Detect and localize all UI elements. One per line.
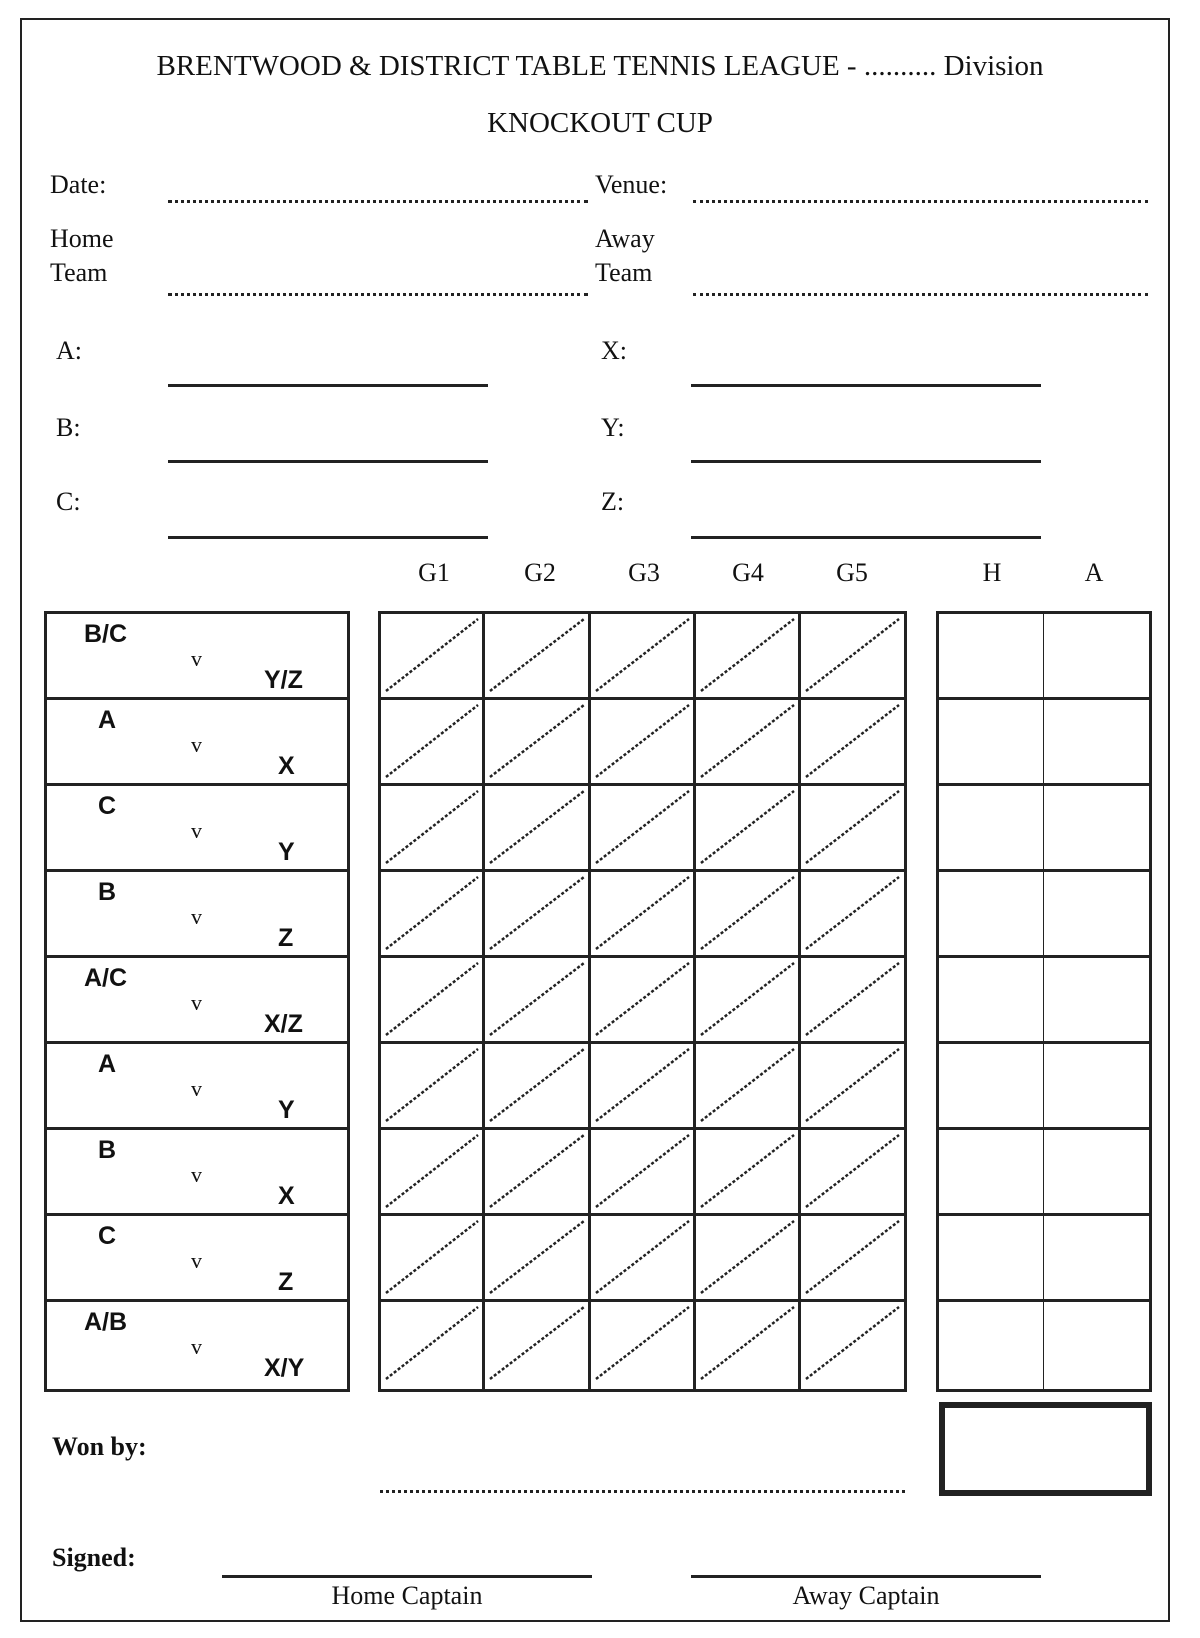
match-8-away: Z — [278, 1268, 294, 1296]
match-5-away: X/Z — [264, 1010, 303, 1038]
result-row-divider — [936, 783, 1152, 786]
date-label: Date: — [50, 170, 107, 199]
total-score-box[interactable] — [939, 1402, 1152, 1496]
col-header-away: A — [1084, 558, 1104, 587]
result-row-divider — [936, 697, 1152, 700]
score-cell-diagonal — [596, 1049, 689, 1121]
match-2-home: A — [98, 706, 117, 734]
score-cell-diagonal — [490, 619, 584, 691]
score-cell-diagonal — [386, 1135, 478, 1207]
match-9-v: v — [191, 1334, 202, 1359]
player-b-label: B: — [56, 413, 81, 442]
score-cell-diagonal — [596, 791, 689, 863]
score-cell-diagonal — [806, 1307, 899, 1379]
score-cell-diagonal — [701, 963, 794, 1035]
player-z-label: Z: — [601, 487, 625, 516]
player-c-label: C: — [56, 487, 81, 516]
player-a-label: A: — [56, 336, 82, 365]
result-row-divider — [936, 1213, 1152, 1216]
away-team-label-line2: Team — [595, 258, 653, 287]
score-cell-diagonal — [701, 1307, 794, 1379]
score-cell-diagonal — [806, 619, 899, 691]
score-cell-diagonal — [596, 1307, 689, 1379]
match-9-away: X/Y — [264, 1354, 305, 1382]
match-6-away: Y — [278, 1096, 295, 1124]
col-header-g3: G3 — [628, 558, 660, 587]
match-8-home: C — [98, 1222, 117, 1250]
match-1-home: B/C — [84, 620, 128, 648]
away-captain-label: Away Captain — [792, 1581, 940, 1610]
score-cell-diagonal — [596, 1221, 689, 1293]
score-cell-diagonal — [386, 963, 478, 1035]
match-9-home: A/B — [84, 1308, 128, 1336]
won-by-label: Won by: — [52, 1432, 147, 1461]
score-cell-diagonal — [806, 963, 899, 1035]
score-cell-diagonal — [596, 1135, 689, 1207]
score-cell-diagonal — [386, 1049, 478, 1121]
away-team-label-line1: Away — [595, 224, 655, 253]
col-header-home: H — [982, 558, 1002, 587]
result-row-divider — [936, 869, 1152, 872]
venue-label: Venue: — [595, 170, 668, 199]
score-cell-diagonal — [386, 791, 478, 863]
score-cell-diagonal — [806, 1049, 899, 1121]
cup-title: KNOCKOUT CUP — [487, 107, 713, 139]
match-7-away: X — [278, 1182, 295, 1210]
match-1-away: Y/Z — [264, 666, 303, 694]
result-col-divider — [1043, 611, 1044, 1392]
match-2-v: v — [191, 732, 202, 757]
score-cell-diagonal — [596, 705, 689, 777]
match-3-v: v — [191, 818, 202, 843]
score-cell-diagonal — [701, 705, 794, 777]
score-cell-diagonal — [386, 1307, 478, 1379]
col-header-g4: G4 — [732, 558, 764, 587]
score-cell-diagonal — [806, 1221, 899, 1293]
score-cell-diagonal — [386, 619, 478, 691]
score-cell-diagonal — [596, 877, 689, 949]
result-row-divider — [936, 1041, 1152, 1044]
score-cell-diagonal — [490, 1135, 584, 1207]
score-cell-diagonal — [701, 1221, 794, 1293]
home-captain-label: Home Captain — [331, 1581, 483, 1610]
player-y-label: Y: — [601, 413, 625, 442]
league-title: BRENTWOOD & DISTRICT TABLE TENNIS LEAGUE - .......... Division — [156, 50, 1044, 82]
score-cell-diagonal — [701, 1049, 794, 1121]
score-cell-diagonal — [701, 877, 794, 949]
score-cell-diagonal — [490, 791, 584, 863]
result-columns — [936, 611, 1152, 1392]
score-cell-diagonal — [490, 877, 584, 949]
score-cell-diagonal — [490, 1221, 584, 1293]
match-6-v: v — [191, 1076, 202, 1101]
match-5-v: v — [191, 990, 202, 1015]
match-4-v: v — [191, 904, 202, 929]
score-cell-diagonal — [806, 705, 899, 777]
score-cell-diagonal — [386, 1221, 478, 1293]
match-8-v: v — [191, 1248, 202, 1273]
result-row-divider — [936, 1299, 1152, 1302]
score-cell-diagonal — [806, 877, 899, 949]
score-cell-diagonal — [701, 619, 794, 691]
home-captain-signature-line[interactable] — [222, 1575, 592, 1578]
match-7-home: B — [98, 1136, 117, 1164]
match-6-home: A — [98, 1050, 117, 1078]
score-cell-diagonal — [490, 1049, 584, 1121]
signed-label: Signed: — [52, 1543, 136, 1572]
score-cell-diagonal — [490, 963, 584, 1035]
match-5-home: A/C — [84, 964, 128, 992]
player-x-label: X: — [601, 336, 627, 365]
home-team-label-line1: Home — [50, 224, 114, 253]
away-captain-signature-line[interactable] — [691, 1575, 1041, 1578]
match-1-v: v — [191, 646, 202, 671]
score-cell-diagonal — [386, 877, 478, 949]
score-cell-diagonal — [701, 1135, 794, 1207]
score-cell-diagonal — [386, 705, 478, 777]
result-row-divider — [936, 955, 1152, 958]
score-cell-diagonal — [490, 1307, 584, 1379]
col-header-g1: G1 — [418, 558, 450, 587]
match-7-v: v — [191, 1162, 202, 1187]
match-3-home: C — [98, 792, 117, 820]
match-4-away: Z — [278, 924, 294, 952]
score-cell-diagonal — [596, 619, 689, 691]
result-row-divider — [936, 1127, 1152, 1130]
match-4-home: B — [98, 878, 117, 906]
score-cell-diagonal — [701, 791, 794, 863]
match-3-away: Y — [278, 838, 295, 866]
col-header-g5: G5 — [836, 558, 868, 587]
home-team-label-line2: Team — [50, 258, 108, 287]
score-cell-diagonal — [490, 705, 584, 777]
score-cell-diagonal — [596, 963, 689, 1035]
col-header-g2: G2 — [524, 558, 556, 587]
won-by-field[interactable] — [380, 1490, 905, 1493]
match-2-away: X — [278, 752, 295, 780]
score-cell-diagonal — [806, 791, 899, 863]
score-cell-diagonal — [806, 1135, 899, 1207]
